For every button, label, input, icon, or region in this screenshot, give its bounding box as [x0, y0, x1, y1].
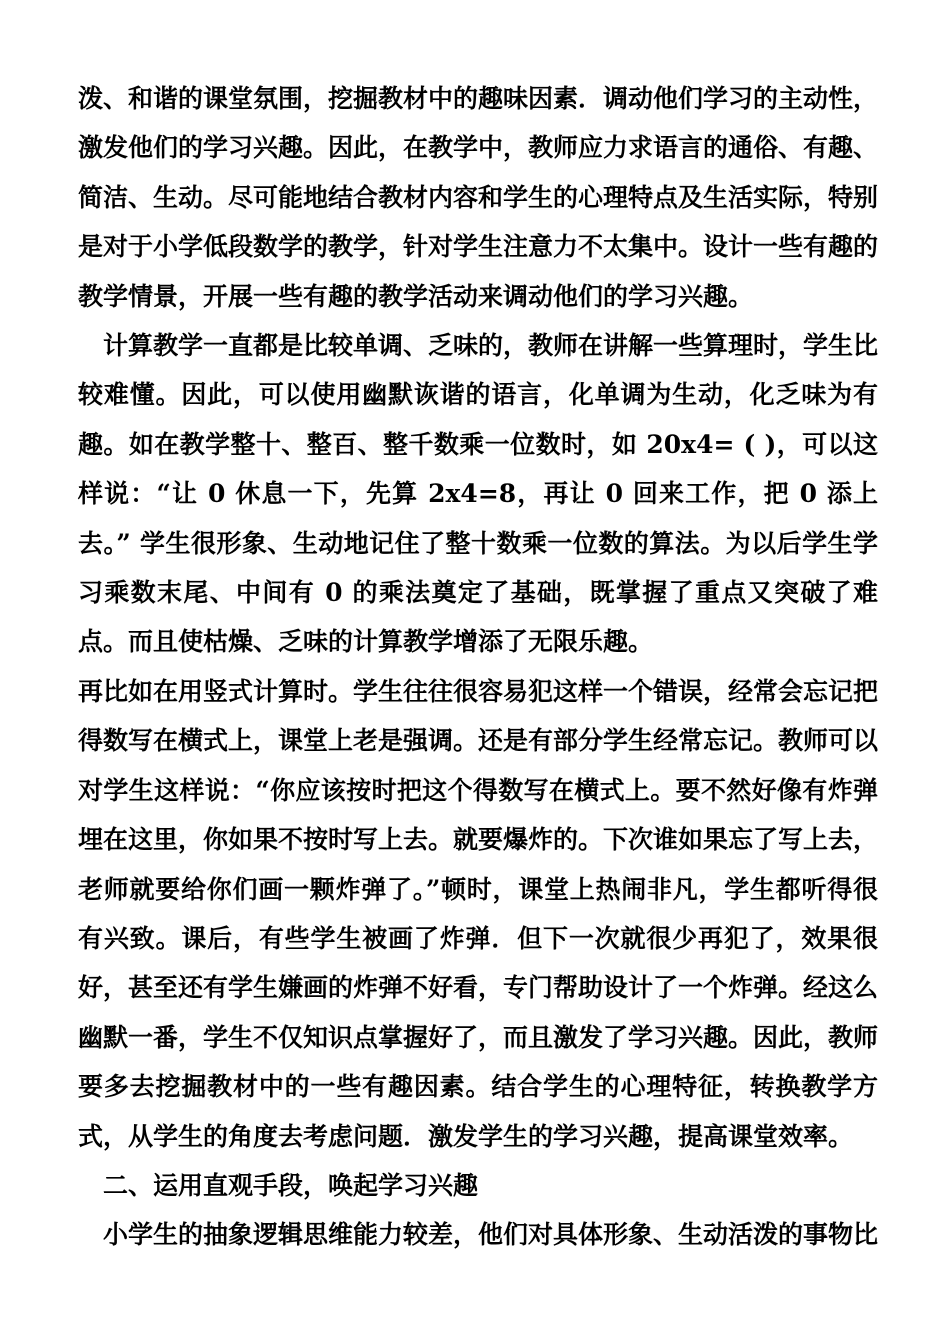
paragraph-visual-means: 小学生的抽象逻辑思维能力较差，他们对具体形象、生动活泼的事物比: [103, 1220, 879, 1250]
document-body: [78, 74, 878, 1260]
paragraph-calculation-teaching: 计算教学一直都是比较单调、乏味的，教师在讲解一些算理时，学生比较难懂。因此，可以使用幽默诙谐的语言，化单调为生动，化乏味为有趣。如在教学整十、整百、整千数乘一位数时，如 20x4= ( )，可以这样说：“让 0 休息一下，先算 2x4=8，再让 0 回来工作，把 0 添上去。” 学生很形象、生动地记住了整十数乘一位数的算法。为以后学生学习乘数末尾、中间有 0 的乘法奠定了基础，既掌握了重点又突破了难点。而且使枯燥、乏味的计算教学增添了无限乐趣。: [78, 331, 879, 657]
paragraph-vertical-calculation: 再比如在用竖式计算时。学生往往很容易犯这样一个错误，经常会忘记把得数写在横式上，课堂上老是强调。还是有部分学生经常忘记。教师可以对学生这样说：“你应该按时把这个得数写在横式上。要不然好像有炸弹埋在这里，你如果不按时写上去。就要爆炸的。下次谁如果忘了写上去，老师就要给你们画一颗炸弹了。”顿时，课堂上热闹非凡，学生都听得很有兴致。课后，有些学生被画了炸弹．但下一次就很少再犯了，效果很好，甚至还有学生嫌画的炸弹不好看，专门帮助设计了一个炸弹。经这么幽默一番，学生不仅知识点掌握好了，而且激发了学习兴趣。因此，教师要多去挖掘教材中的一些有趣因素。结合学生的心理特征，转换教学方式，从学生的角度去考虑问题．激发学生的学习兴趣，提高课堂效率。: [78, 676, 879, 1151]
paragraph-continued-intro: 泼、和谐的课堂氛围，挖掘教材中的趣味因素．调动他们学习的主动性，激发他们的学习兴趣。因此，在教学中，教师应力求语言的通俗、有趣、简洁、生动。尽可能地结合教材内容和学生的心理特点及生活实际，特别是对于小学低段数学的教学，针对学生注意力不太集中。设计一些有趣的教学情景，开展一些有趣的教学活动来调动他们的学习兴趣。: [78, 84, 879, 311]
section-heading: 二、运用直观手段，唤起学习兴趣: [103, 1170, 479, 1200]
